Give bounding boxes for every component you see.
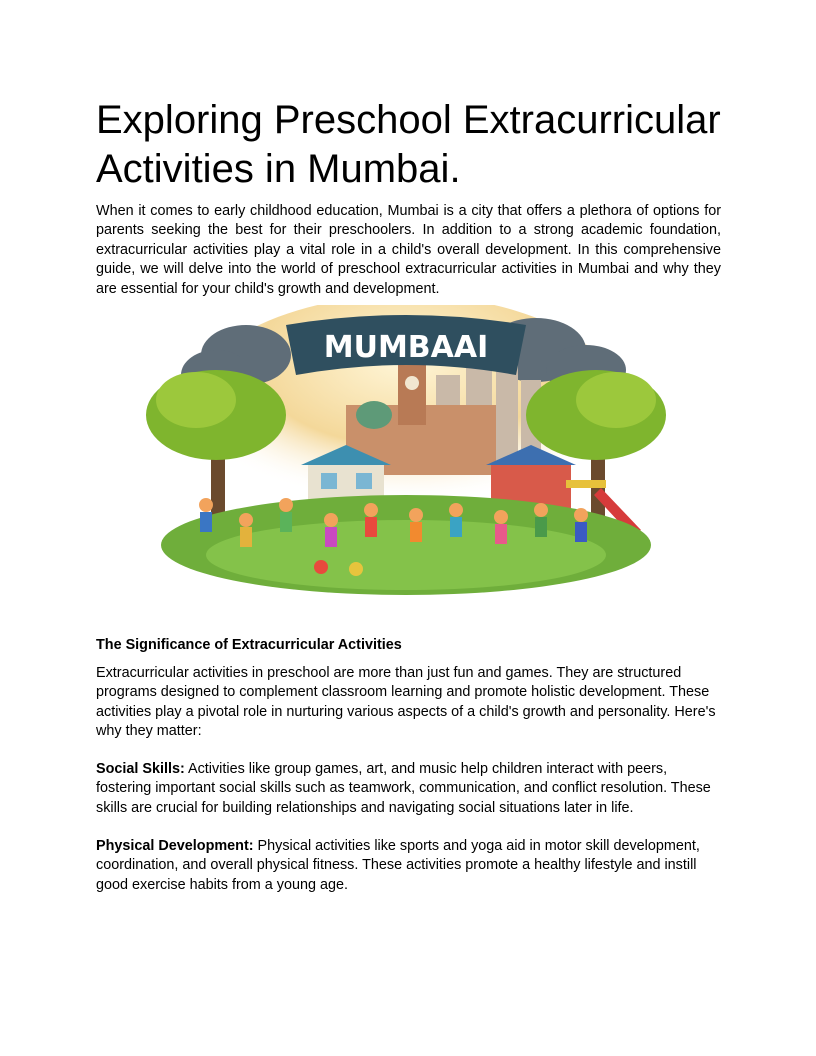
mumbai-illustration xyxy=(136,305,676,601)
section-paragraph: Extracurricular activities in preschool are more than just fun and games. They are structured programs designed to complement classroom learning and promote holistic development. These activities play a pivotal role in nurturing various aspects of a child's growth and personality. Here's why they matter: xyxy=(96,665,716,740)
social-skills-label: Social Skills: xyxy=(96,761,185,777)
physical-development-label: Physical Development: xyxy=(96,838,254,854)
ball xyxy=(349,562,363,576)
section-heading: The Significance of Extracurricular Activities xyxy=(96,637,402,653)
social-skills-paragraph xyxy=(96,760,721,818)
ball xyxy=(314,560,328,574)
banner-label: MUMBAAI xyxy=(323,330,489,365)
physical-development-paragraph xyxy=(96,837,721,895)
intro-paragraph: When it comes to early childhood education, Mumbai is a city that offers a plethora of options for parents seeking the best for their preschoolers. In addition to a strong academic foundation, extracurricular activities play a vital role in a child's overall development. In this comprehensive guide, we will delve into the world of preschool extracurricular activities in Mumbai and why they are essential for your child's growth and development. xyxy=(96,203,721,297)
physical-development-text: Physical activities like sports and yoga aid in motor skill development, coordination, and overall physical fitness. These activities promote a healthy lifestyle and instill good exercise habits from a young age. xyxy=(96,838,700,893)
social-skills-text: Activities like group games, art, and music help children interact with peers, fostering important social skills such as teamwork, communication, and conflict resolution. These skills are crucial for building relationships and navigating social situations later in life. xyxy=(96,761,711,816)
page-title: Exploring Preschool Extracurricular Activities in Mumbai. xyxy=(96,98,721,191)
